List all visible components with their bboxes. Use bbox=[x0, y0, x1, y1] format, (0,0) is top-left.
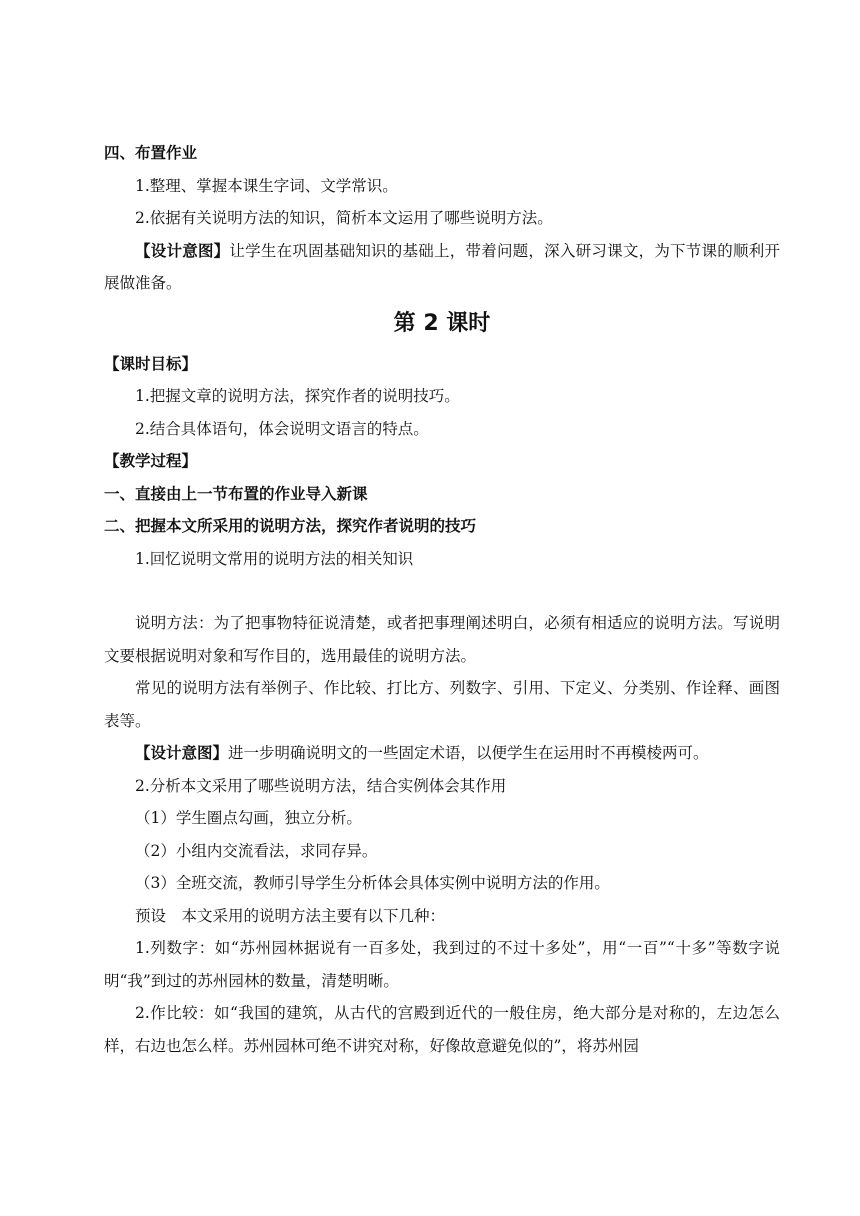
method-2-paragraph: 2.作比较：如“我国的建筑，从古代的宫殿到近代的一般住房，绝大部分是对称的，左边怎么样，右边也怎么样。苏州园林可绝不讲究对称，好像故意避免似的”，将苏州园 bbox=[104, 1004, 780, 1055]
goal-item-1: 1.把握文章的说明方法，探究作者的说明技巧。 bbox=[135, 387, 460, 405]
section-heading-homework: 四、布置作业 bbox=[104, 144, 198, 162]
preset-line: 预设 本文采用的说明方法主要有以下几种： bbox=[135, 906, 446, 925]
step-heading-1: 一、直接由上一节布置的作业导入新课 bbox=[104, 484, 368, 503]
method-1-paragraph: 1.列数字：如“苏州园林据说有一百多处，我到过的不过十多处”，用“一百”“十多”等数字说明“我”到过的苏州园林的数量，清楚明晰。 bbox=[104, 939, 780, 990]
design-intent-label: 【设计意图】 bbox=[135, 241, 230, 260]
sub-item-1: （1）学生圈点勾画，独立分析。 bbox=[135, 809, 362, 827]
sub-item-3: （3）全班交流，教师引导学生分析体会具体实例中说明方法的作用。 bbox=[135, 874, 610, 892]
design-intent-text: 进一步明确说明文的一些固定术语，以便学生在运用时不再模棱两可。 bbox=[228, 744, 709, 762]
process-heading: 【教学过程】 bbox=[104, 452, 198, 470]
paragraph-methods: 说明方法：为了把事物特征说清楚，或者把事理阐述明白，必须有相适应的说明方法。写说明文要根据说明对象和写作目的，选用最佳的说明方法。 bbox=[104, 614, 780, 665]
design-intent-label: 【设计意图】 bbox=[135, 744, 229, 762]
lesson-title: 第 2 课时 bbox=[393, 310, 491, 336]
document-content bbox=[104, 137, 780, 1062]
goal-item-2: 2.结合具体语句，体会说明文语言的特点。 bbox=[135, 419, 429, 438]
step2-item-1: 1.回忆说明文常用的说明方法的相关知识 bbox=[135, 549, 414, 568]
blank-gap bbox=[104, 575, 780, 607]
step2-item-2: 2.分析本文采用了哪些说明方法，结合实例体会其作用 bbox=[135, 776, 507, 795]
design-intent-1 bbox=[104, 235, 780, 300]
homework-item-1: 1.整理、掌握本课生字词、文学常识。 bbox=[135, 176, 398, 195]
design-intent-text: 让学生在巩固基础知识的基础上，带着问题，深入研习课文，为下节课的顺利开展做准备。 bbox=[104, 241, 780, 292]
step-heading-2: 二、把握本文所采用的说明方法，探究作者说明的技巧 bbox=[104, 517, 477, 535]
sub-item-2: （2）小组内交流看法，求同存异。 bbox=[135, 841, 378, 860]
goals-heading: 【课时目标】 bbox=[104, 354, 198, 373]
paragraph-common-methods: 常见的说明方法有举例子、作比较、打比方、列数字、引用、下定义、分类别、作诠释、画图表等。 bbox=[104, 679, 780, 730]
design-intent-2 bbox=[104, 737, 780, 770]
homework-item-2: 2.依据有关说明方法的知识，简析本文运用了哪些说明方法。 bbox=[135, 209, 553, 227]
